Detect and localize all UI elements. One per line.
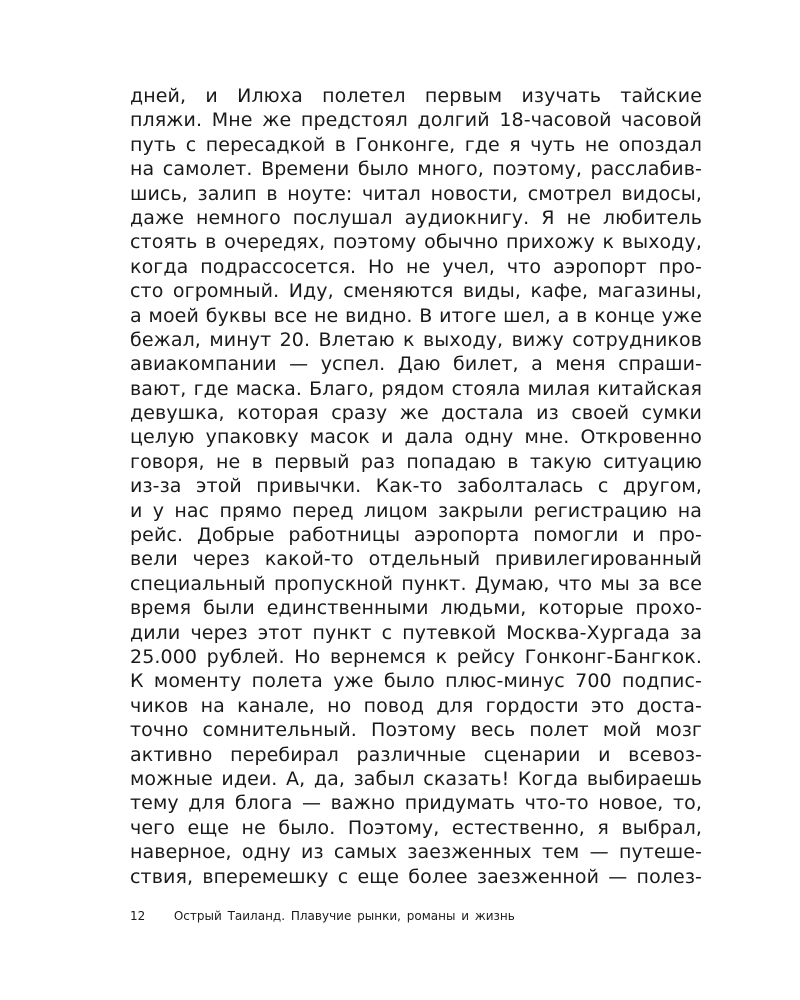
text-line: пляжи. Мне же предстоял долгий 18-часовой часовой (130, 109, 702, 132)
text-line: говоря, не в первый раз попадаю в такую ситуацию (130, 450, 702, 473)
body-text (130, 84, 702, 889)
text-line: даже немного послушал аудиокнигу. Я не любитель (130, 206, 702, 229)
text-line: точно сомнительный. Поэтому весь полет мой мозг (130, 719, 702, 742)
text-line: дней, и Илюха полетел первым изучать тайские (130, 85, 702, 107)
text-line: 25.000 рублей. Но вернемся к рейсу Гонконг-Бангкок. (130, 645, 702, 668)
text-line: из-за этой привычки. Как-то заболталась с другом, (130, 475, 702, 498)
text-line: а моей буквы все не видно. В итоге шел, а в конце уже (130, 304, 702, 327)
text-line: стоять в очередях, поэтому обычно прихожу к выходу, (130, 231, 702, 254)
text-line: сто огромный. Иду, сменяются виды, кафе, магазины, (130, 280, 702, 303)
text-line: авиакомпании — успел. Даю билет, а меня спраши- (130, 353, 702, 376)
text-line: наверное, одну из самых заезженных тем — путеше- (130, 841, 702, 864)
text-line: бежал, минут 20. Влетаю к выходу, вижу сотрудников (130, 328, 702, 351)
text-line: на самолет. Времени было много, поэтому, расслабив- (130, 158, 702, 181)
text-line: чего еще не было. Поэтому, естественно, я выбрал, (130, 816, 702, 839)
text-line: дили через этот пункт с путевкой Москва-Хургада за (130, 621, 702, 644)
text-line: ствия, вперемешку с еще более заезженной — полез- (130, 865, 702, 888)
text-line: шись, залип в ноуте: читал новости, смотрел видосы, (130, 182, 702, 205)
text-line: чиков на канале, но повод для гордости это доста- (130, 694, 702, 717)
page-number: 12 (130, 909, 146, 923)
text-line: тему для блога — важно придумать что-то новое, то, (130, 792, 702, 815)
text-line: вели через какой-то отдельный привилегированный (130, 548, 702, 571)
text-line: целую упаковку масок и дала одну мне. Откровенно (130, 426, 702, 449)
text-line: путь с пересадкой в Гонконге, где я чуть не опоздал (130, 133, 702, 156)
text-line: можные идеи. А, да, забыл сказать! Когда выбираешь (130, 767, 702, 790)
text-line: рейс. Добрые работницы аэропорта помогли и про- (130, 524, 702, 547)
text-line: специальный пропускной пункт. Думаю, что мы за все (130, 572, 702, 595)
running-title: Острый Таиланд. Плавучие рынки, романы и жизнь (173, 909, 515, 923)
text-line: К моменту полета уже было плюс-минус 700 подпис- (130, 670, 702, 693)
text-line: время были единственными людьми, которые прохо- (130, 597, 702, 620)
text-line: активно перебирал различные сценарии и всевоз- (130, 743, 702, 766)
text-line: и у нас прямо перед лицом закрыли регистрацию на (130, 499, 702, 522)
page-footer (130, 907, 690, 925)
text-line: когда подрассосется. Но не учел, что аэропорт про- (130, 255, 702, 278)
text-line: вают, где маска. Благо, рядом стояла милая китайская (130, 377, 702, 400)
text-line: девушка, которая сразу же достала из своей сумки (130, 402, 702, 425)
